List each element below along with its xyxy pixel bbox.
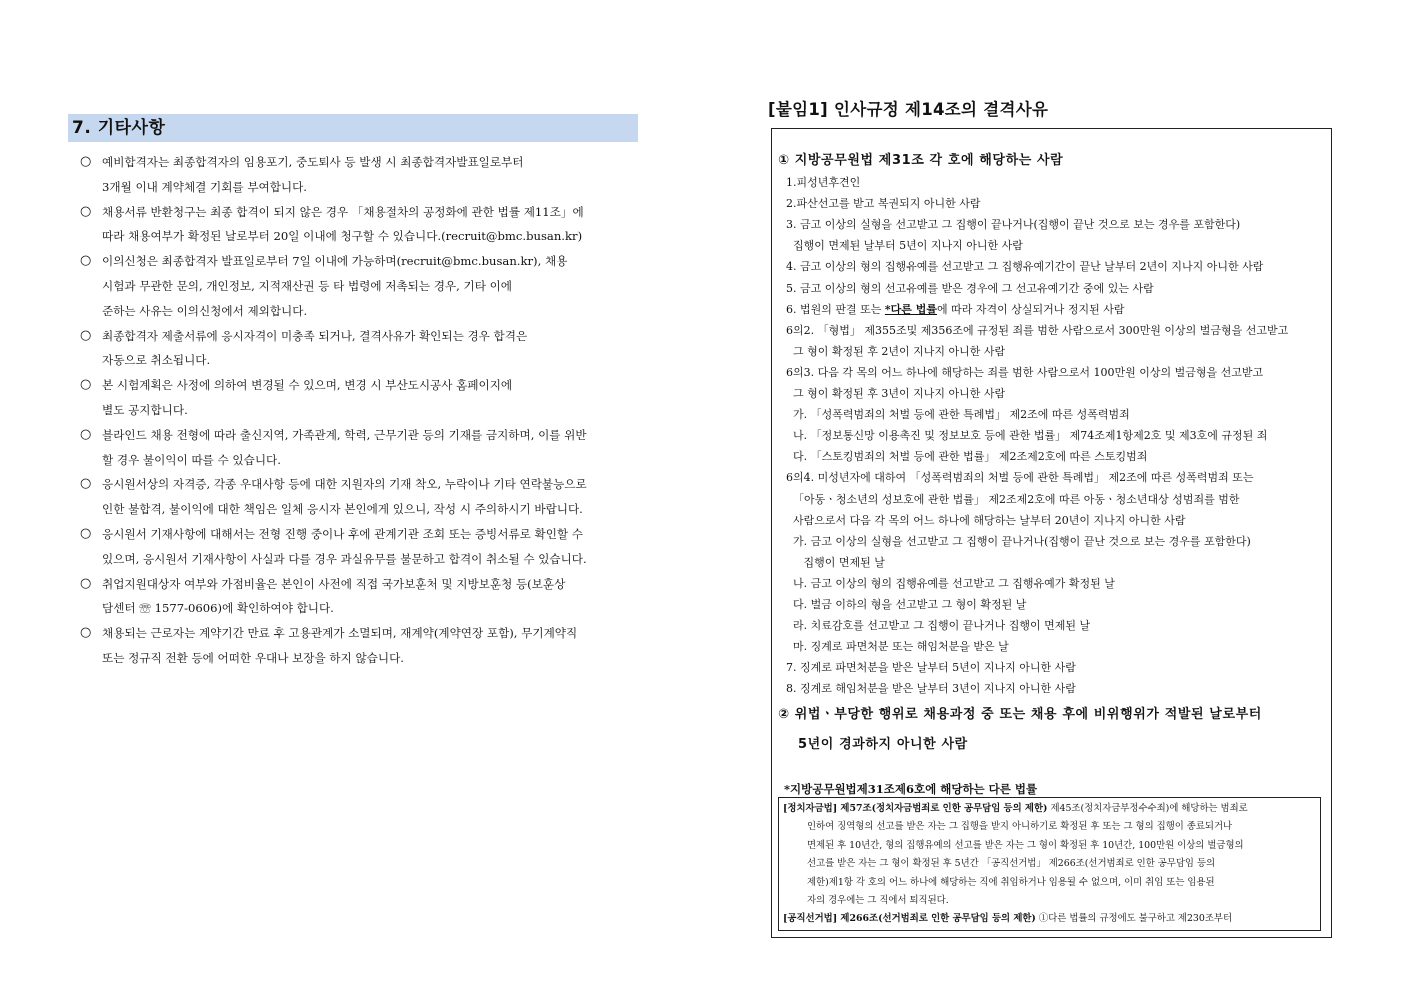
bullet-line: 또는 정규직 전환 등에 어떠한 우대나 보장을 하지 않습니다. [102, 650, 404, 665]
disqualification-line: 나. 「정보통신망 이용촉진 및 정보보호 등에 관한 법률」 제74조제1항제2호 및 제3호에 규정된 죄 [786, 429, 1268, 443]
law-excerpt-line [807, 874, 1215, 892]
bullet-circle-icon: ○ [80, 203, 92, 219]
bullet-circle-icon: ○ [80, 426, 92, 442]
law-excerpt-box [778, 797, 1321, 931]
bullet-line: 자동으로 취소됩니다. [102, 353, 211, 368]
bullet-circle-icon: ○ [80, 253, 92, 269]
disqualification-line: 가. 금고 이상의 실형을 선고받고 그 집행이 끝나거나(집행이 끝난 것으로 보는 경우를 포함한다) [786, 534, 1251, 548]
bullet-item [68, 423, 638, 473]
bullet-circle-icon: ○ [80, 525, 92, 541]
heading-2a: ② 위법ㆍ부당한 행위로 채용과정 중 또는 채용 후에 비위행위가 적발된 날로부터 [778, 707, 1262, 722]
disqualification-line: 집행이 면제된 날부터 5년이 지나지 아니한 사람 [786, 239, 1023, 253]
disqualification-line: 1.피성년후견인 [786, 176, 861, 189]
bullet-line: 있으며, 응시원서 기재사항이 사실과 다를 경우 과실유무를 불문하고 합격이 취소될 수 있습니다. [102, 551, 587, 566]
disqualification-line: 그 형이 확정된 후 3년이 지나지 아니한 사람 [786, 387, 1006, 400]
disqualification-line: 3. 금고 이상의 실형을 선고받고 그 집행이 끝나거나(집행이 끝난 것으로 보는 경우를 포함한다) [786, 218, 1241, 232]
law-text: 인하여 징역형의 선고를 받은 자는 그 집행을 받지 아니하기로 확정된 후 또는 그 형의 집행이 종료되거나 [807, 821, 1233, 833]
disqualification-line: 7. 징계로 파면처분을 받은 날부터 5년이 지나지 아니한 사람 [786, 661, 1076, 675]
disqualification-line: 4. 금고 이상의 형의 집행유예를 선고받고 그 집행유예기간이 끝난 날부터 2년이 지나지 아니한 사람 [786, 260, 1264, 274]
law-excerpt-line [783, 910, 1232, 928]
bullet-line: 채용되는 근로자는 계약기간 만료 후 고용관계가 소멸되며, 재계약(계약연장 포함), 무기계약직 [102, 626, 578, 641]
heading-1: ① 지방공무원법 제31조 각 호에 해당하는 사람 [778, 153, 1064, 168]
bullet-circle-icon: ○ [80, 327, 92, 343]
law-heading: [공직선거법] 제266조(선거범죄로 인한 공무담임 등의 제한) [783, 913, 1036, 925]
bullet-item [68, 621, 638, 671]
disqualification-line: 마. 징계로 파면처분 또는 해임처분을 받은 날 [786, 640, 1009, 654]
bullet-line: 별도 공지합니다. [102, 402, 188, 417]
law-heading: [정치자금법] 제57조(정치자금범죄로 인한 공무담임 등의 제한) [783, 803, 1048, 814]
disqualification-line: 집행이 면제된 날 [786, 555, 885, 569]
disqualification-line: 라. 치료감호를 선고받고 그 집행이 끝나거나 집행이 면제된 날 [786, 619, 1091, 633]
disqualification-line: 6의2. 「형법」 제355조및 제356조에 규정된 죄를 범한 사람으로서 300만원 이상의 벌금형을 선고받고 [786, 323, 1289, 337]
bullet-line: 예비합격자는 최종합격자의 임용포기, 중도퇴사 등 발생 시 최종합격자발표일로부터 [102, 155, 524, 169]
law-text: 선고를 받은 자는 그 형이 확정된 후 5년간 「공직선거법」 제266조(선거범죄로 인한 공무담임 등의 [807, 858, 1216, 870]
law-excerpt-line [807, 855, 1215, 873]
disqualification-line: 6의3. 다음 각 목의 어느 하나에 해당하는 죄를 범한 사람으로서 100만원 이상의 벌금형을 선고받고 [786, 365, 1264, 379]
section-title: 7. 기타사항 [68, 114, 638, 142]
disqualification-line: 그 형이 확정된 후 2년이 지나지 아니한 사람 [786, 344, 1006, 358]
bullet-line: 취업지원대상자 여부와 가점비율은 본인이 사전에 직접 국가보훈처 및 지방보훈청 등(보훈상 [102, 576, 566, 591]
law-excerpt-line [783, 800, 1248, 818]
bullet-line: 준하는 사유는 이의신청에서 제외합니다. [102, 303, 308, 318]
bullet-line: 최종합격자 제출서류에 응시자격이 미충족 되거나, 결격사유가 확인되는 경우 합격은 [102, 328, 528, 343]
bullet-line: 채용서류 반환청구는 최종 합격이 되지 않은 경우 「채용절차의 공정화에 관한 법률 제11조」에 [102, 204, 584, 219]
bullet-line: 시험과 무관한 문의, 개인정보, 지적재산권 등 타 법령에 저촉되는 경우, 기타 이에 [102, 278, 512, 293]
bullet-line: 본 시험계획은 사정에 의하여 변경될 수 있으며, 변경 시 부산도시공사 홈페이지에 [102, 378, 513, 393]
bullet-line: 할 경우 불이익이 따를 수 있습니다. [102, 452, 281, 467]
disqualification-line: 8. 징계로 해임처분을 받은 날부터 3년이 지나지 아니한 사람 [786, 682, 1076, 696]
disqualification-line: 6의4. 미성년자에 대하여 「성폭력범죄의 처벌 등에 관한 특례법」 제2조에 따른 성폭력범죄 또는 [786, 471, 1254, 485]
disqualification-line: 사람으로서 다음 각 목의 어느 하나에 해당하는 날부터 20년이 지나지 아니한 사람 [786, 513, 1186, 527]
bullet-circle-icon: ○ [80, 625, 92, 641]
bullet-line: 인한 불합격, 불이익에 대한 책임은 일체 응시자 본인에게 있으니, 작성 시 주의하시기 바랍니다. [102, 502, 583, 517]
bullet-item [68, 249, 638, 323]
bullet-line: 블라인드 채용 전형에 따라 출신지역, 가족관계, 학력, 근무기관 등의 기재를 금지하며, 이를 위반 [102, 427, 587, 442]
bullet-circle-icon: ○ [80, 575, 92, 591]
bullet-item [68, 324, 638, 374]
law-text: 제한)제1항 각 호의 어느 하나에 해당하는 직에 취임하거나 임용될 수 없으며, 이미 취임 또는 임용된 [807, 876, 1215, 888]
bullet-list [68, 150, 638, 671]
disqualification-line: 「아동ㆍ청소년의 성보호에 관한 법률」 제2조제2호에 따른 아동ㆍ청소년대상 성범죄를 범한 [786, 492, 1240, 506]
disqualification-line: 5. 금고 이상의 형의 선고유예를 받은 경우에 그 선고유예기간 중에 있는 사람 [786, 281, 1154, 295]
bullet-line: 이의신청은 최종합격자 발표일로부터 7일 이내에 가능하며(recruit@bmc.busan.kr), 채용 [102, 254, 568, 269]
disqualification-line: 가. 「성폭력범죄의 처벌 등에 관한 특례법」 제2조에 따른 성폭력범죄 [786, 408, 1130, 422]
law-text: 자의 경우에는 그 직에서 퇴직된다. [807, 895, 949, 906]
bullet-item [68, 472, 638, 522]
law-text: ①다른 법률의 규정에도 불구하고 제230조부터 [1035, 913, 1233, 925]
bullet-circle-icon: ○ [80, 476, 92, 492]
law-excerpt-line [807, 892, 949, 910]
bullet-circle-icon: ○ [80, 154, 92, 169]
disqualification-line: 2.파산선고를 받고 복권되지 아니한 사람 [786, 197, 981, 211]
bullet-item [68, 522, 638, 572]
bullet-line: 3개월 이내 계약체결 기회를 부여합니다. [102, 179, 307, 194]
disqualification-line: 다. 「스토킹범죄의 처벌 등에 관한 법률」 제2조제2호에 따른 스토킹범죄 [786, 450, 1148, 464]
attachment-title: [붙임1] 인사규정 제14조의 결격사유 [768, 100, 1049, 119]
disqualification-line: 다. 벌금 이하의 형을 선고받고 그 형이 확정된 날 [786, 598, 1027, 611]
law-text: 제45조(정치자금부정수수죄)에 해당하는 범죄로 [1047, 803, 1248, 814]
law-excerpt-line [807, 837, 1244, 855]
bullet-line: 담센터 ☏ 1577-0606)에 확인하여야 합니다. [102, 601, 334, 616]
bullet-line: 응시원서상의 자격증, 각종 우대사항 등에 대한 지원자의 기재 착오, 누락이나 기타 연락불능으로 [102, 477, 587, 492]
bullet-item [68, 200, 638, 250]
disqualification-line: 6. 법원의 판결 또는 *다른 법률에 따라 자격이 상실되거나 정지된 사람 [786, 302, 1125, 316]
heading-2b: 5년이 경과하지 아니한 사람 [798, 737, 968, 752]
bullet-item [68, 572, 638, 622]
law-excerpt-line [807, 818, 1232, 836]
left-page [68, 114, 638, 671]
bullet-line: 따라 채용여부가 확정된 날로부터 20일 이내에 청구할 수 있습니다.(recruit@bmc.busan.kr) [102, 229, 583, 244]
disqualification-line: 나. 금고 이상의 형의 집행유예를 선고받고 그 집행유예가 확정된 날 [786, 576, 1115, 590]
bullet-line: 응시원서 기재사항에 대해서는 전형 진행 중이나 후에 관계기관 조회 또는 증빙서류로 확인할 수 [102, 526, 584, 541]
other-laws-note: *지방공무원법제31조제6호에 해당하는 다른 법률 [784, 782, 1038, 796]
law-text: 면제된 후 10년간, 형의 집행유예의 선고를 받은 자는 그 형이 확정된 후 10년간, 100만원 이상의 벌금형의 [807, 839, 1244, 851]
bullet-item [68, 150, 638, 200]
bullet-item [68, 373, 638, 423]
bullet-circle-icon: ○ [80, 377, 92, 393]
